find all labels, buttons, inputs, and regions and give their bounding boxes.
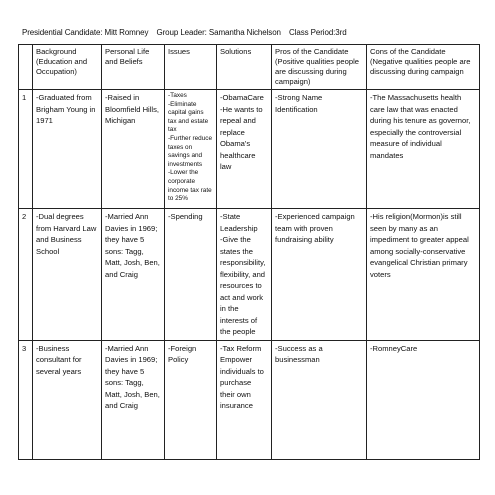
- solution-item: -Give the states the responsibility, flexibility, and resources to act and work in the interests of the people: [220, 235, 266, 336]
- header-cell-pros: Pros of the Candidate (Positive qualities people are discussing during campaign): [272, 45, 367, 90]
- personal-cell: -Married Ann Davies in 1969; they have 5 sons: Tagg, Matt, Josh, Ben, and Craig: [102, 340, 165, 459]
- background-cell: -Graduated from Brigham Young in 1971: [33, 90, 102, 209]
- row-number: 3: [19, 340, 33, 459]
- personal-cell: -Married Ann Davies in 1969; they have 5 sons: Tagg, Matt, Josh, Ben, and Craig: [102, 209, 165, 341]
- candidate-table: [18, 44, 480, 460]
- issues-cell: [165, 340, 217, 459]
- table-row: [19, 90, 480, 209]
- cons-cell: -The Massachusetts health care law that was enacted during his tenure as governor, especially the controversial measure of individual mandates: [367, 90, 480, 209]
- background-cell: -Business consultant for several years: [33, 340, 102, 459]
- pros-cell: -Success as a businessman: [272, 340, 367, 459]
- solution-item: -He wants to repeal and replace Obama's healthcare law: [220, 104, 263, 171]
- table-row: [19, 340, 480, 459]
- solutions-cell: [217, 90, 272, 209]
- header-cell-issues: Issues: [165, 45, 217, 90]
- row-number: 1: [19, 90, 33, 209]
- header-cell-cons: Cons of the Candidate (Negative qualities people are discussing during campaign: [367, 45, 480, 90]
- issues-cell: [165, 209, 217, 341]
- header-cell-solutions: Solutions: [217, 45, 272, 90]
- pros-cell: -Strong Name Identification: [272, 90, 367, 209]
- solution-item: -ObamaCare: [220, 93, 264, 102]
- issue-item: -Lower the corporate income tax rate to 25%: [168, 169, 212, 203]
- solutions-cell: [217, 209, 272, 341]
- solution-item: -Tax Reform: [220, 343, 262, 353]
- group-leader-label: Group Leader: Samantha Nichelson: [156, 28, 281, 37]
- candidate-label: Presidential Candidate: Mitt Romney: [22, 28, 149, 37]
- solution-item: -State Leadership: [220, 212, 258, 233]
- issue-item: -Further reduce taxes on savings and investments: [168, 134, 213, 168]
- issue-item: -Taxes: [168, 92, 187, 99]
- issues-cell: [165, 90, 217, 209]
- table-row: [19, 209, 480, 341]
- solutions-cell: [217, 340, 272, 459]
- header-cell-number: [19, 45, 33, 90]
- header-cell-personal-life: Personal Life and Beliefs: [102, 45, 165, 90]
- personal-cell: -Raised in Bloomfield Hills, Michigan: [102, 90, 165, 209]
- document-header: [22, 28, 353, 37]
- issue-item: -Spending: [168, 212, 203, 221]
- solution-item: Empower individuals to purchase their own insurance: [220, 355, 264, 410]
- issue-item: -Eliminate capital gains tax and estate tax: [168, 100, 209, 134]
- background-cell: -Dual degrees from Harvard Law and Business School: [33, 209, 102, 341]
- row-number: 2: [19, 209, 33, 341]
- issue-item: -Foreign Policy: [168, 343, 197, 364]
- cons-cell: -His religion(Mormon)is still seen by many as an impediment to greater appeal among socially-conservative evangelical Christian primary voters: [367, 209, 480, 341]
- table-header-row: [19, 45, 480, 90]
- cons-cell: -RomneyCare: [367, 340, 480, 459]
- header-cell-background: Background (Education and Occupation): [33, 45, 102, 90]
- pros-cell: -Experienced campaign team with proven fundraising ability: [272, 209, 367, 341]
- class-period-label: Class Period:3rd: [289, 28, 347, 37]
